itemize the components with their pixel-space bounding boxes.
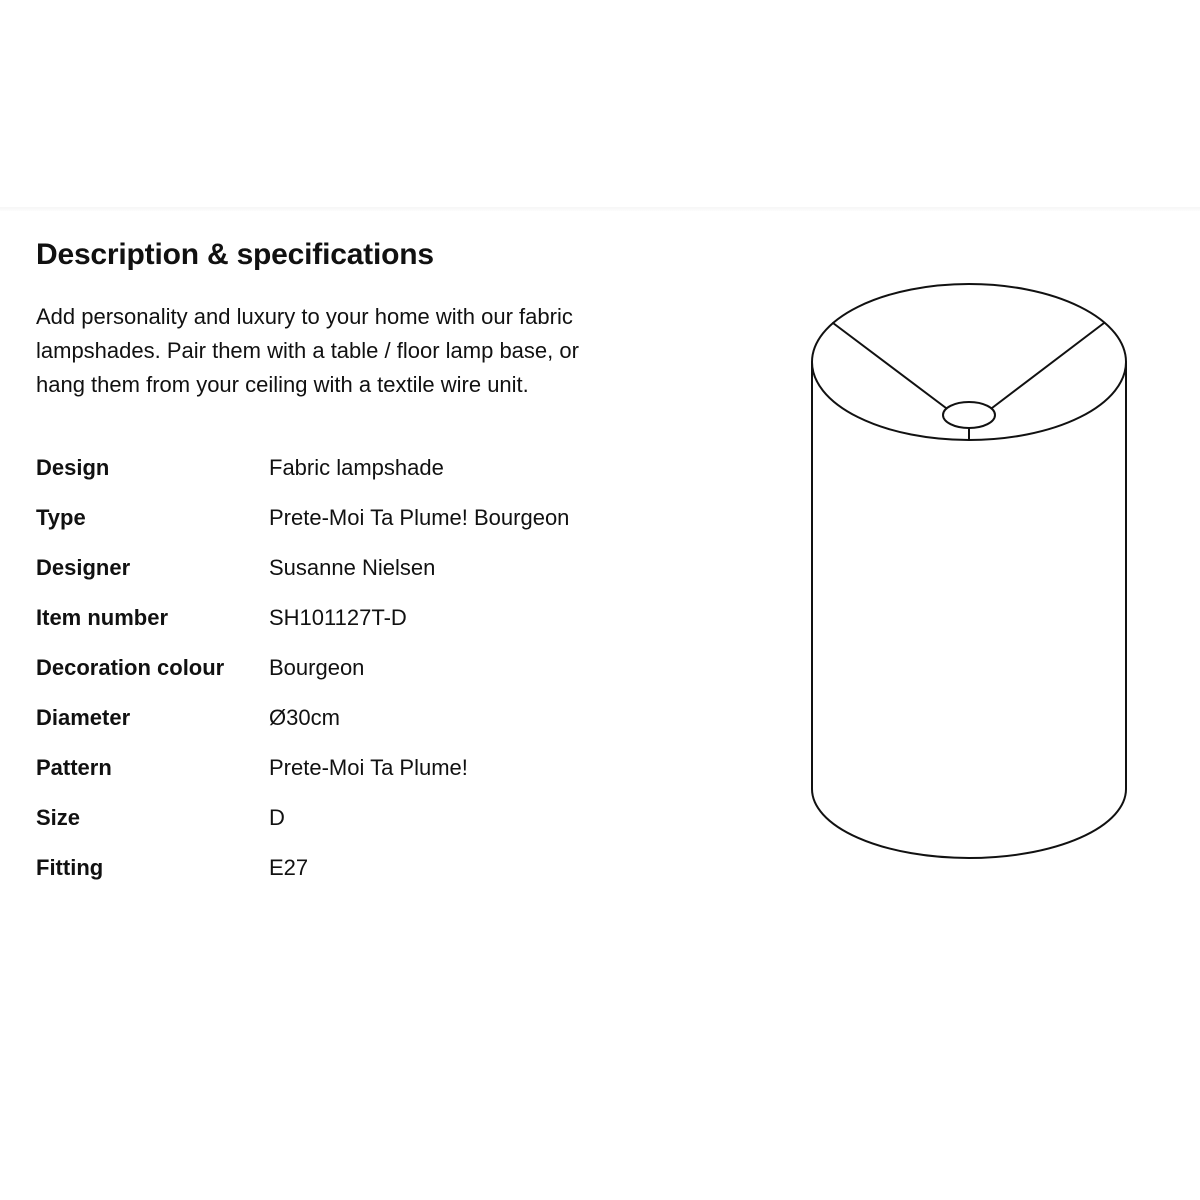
lampshade-illustration (806, 279, 1132, 865)
spec-label: Fitting (36, 855, 104, 880)
description-specifications-section (0, 211, 1200, 1200)
right-support-wire (992, 323, 1104, 408)
spec-row-design (36, 443, 676, 493)
spec-row-size (36, 793, 676, 843)
spec-value: E27 (269, 855, 309, 880)
spec-label: Size (36, 805, 81, 830)
spec-value: Prete-Moi Ta Plume! (269, 755, 468, 780)
spec-value: Bourgeon (269, 655, 365, 680)
spec-row-type (36, 493, 676, 543)
spec-row-fitting (36, 843, 676, 893)
left-support-wire (833, 323, 946, 408)
lampshade-top-rim (812, 284, 1126, 440)
spec-row-decoration-colour (36, 643, 676, 693)
lampshade-bottom-rim (812, 789, 1126, 858)
lampshade-outline (812, 284, 1126, 858)
spec-row-pattern (36, 743, 676, 793)
spec-value: SH101127T-D (269, 605, 407, 630)
spec-label: Decoration colour (36, 655, 225, 680)
spec-label: Designer (36, 555, 131, 580)
section-heading: Description & specifications (36, 238, 434, 271)
spec-value: Fabric lampshade (269, 455, 444, 480)
spec-value: Ø30cm (269, 705, 340, 730)
spec-label: Item number (36, 605, 169, 630)
spec-value: Prete-Moi Ta Plume! Bourgeon (269, 505, 570, 530)
specifications-list (36, 443, 676, 893)
spec-label: Diameter (36, 705, 131, 730)
product-description: Add personality and luxury to your home with our fabric lampshades. Pair them with a table / floor lamp base, or hang them from your ceiling with a textile wire unit. (36, 304, 579, 397)
spec-label: Pattern (36, 755, 112, 780)
spec-row-designer (36, 543, 676, 593)
lamp-fitting-ring (943, 402, 995, 428)
spec-label: Design (36, 455, 110, 480)
spec-row-item-number (36, 593, 676, 643)
spec-value: Susanne Nielsen (269, 555, 436, 580)
spec-value: D (269, 805, 285, 830)
cylinder-lampshade-icon (806, 279, 1132, 865)
spec-row-diameter (36, 693, 676, 743)
spec-label: Type (36, 505, 86, 530)
